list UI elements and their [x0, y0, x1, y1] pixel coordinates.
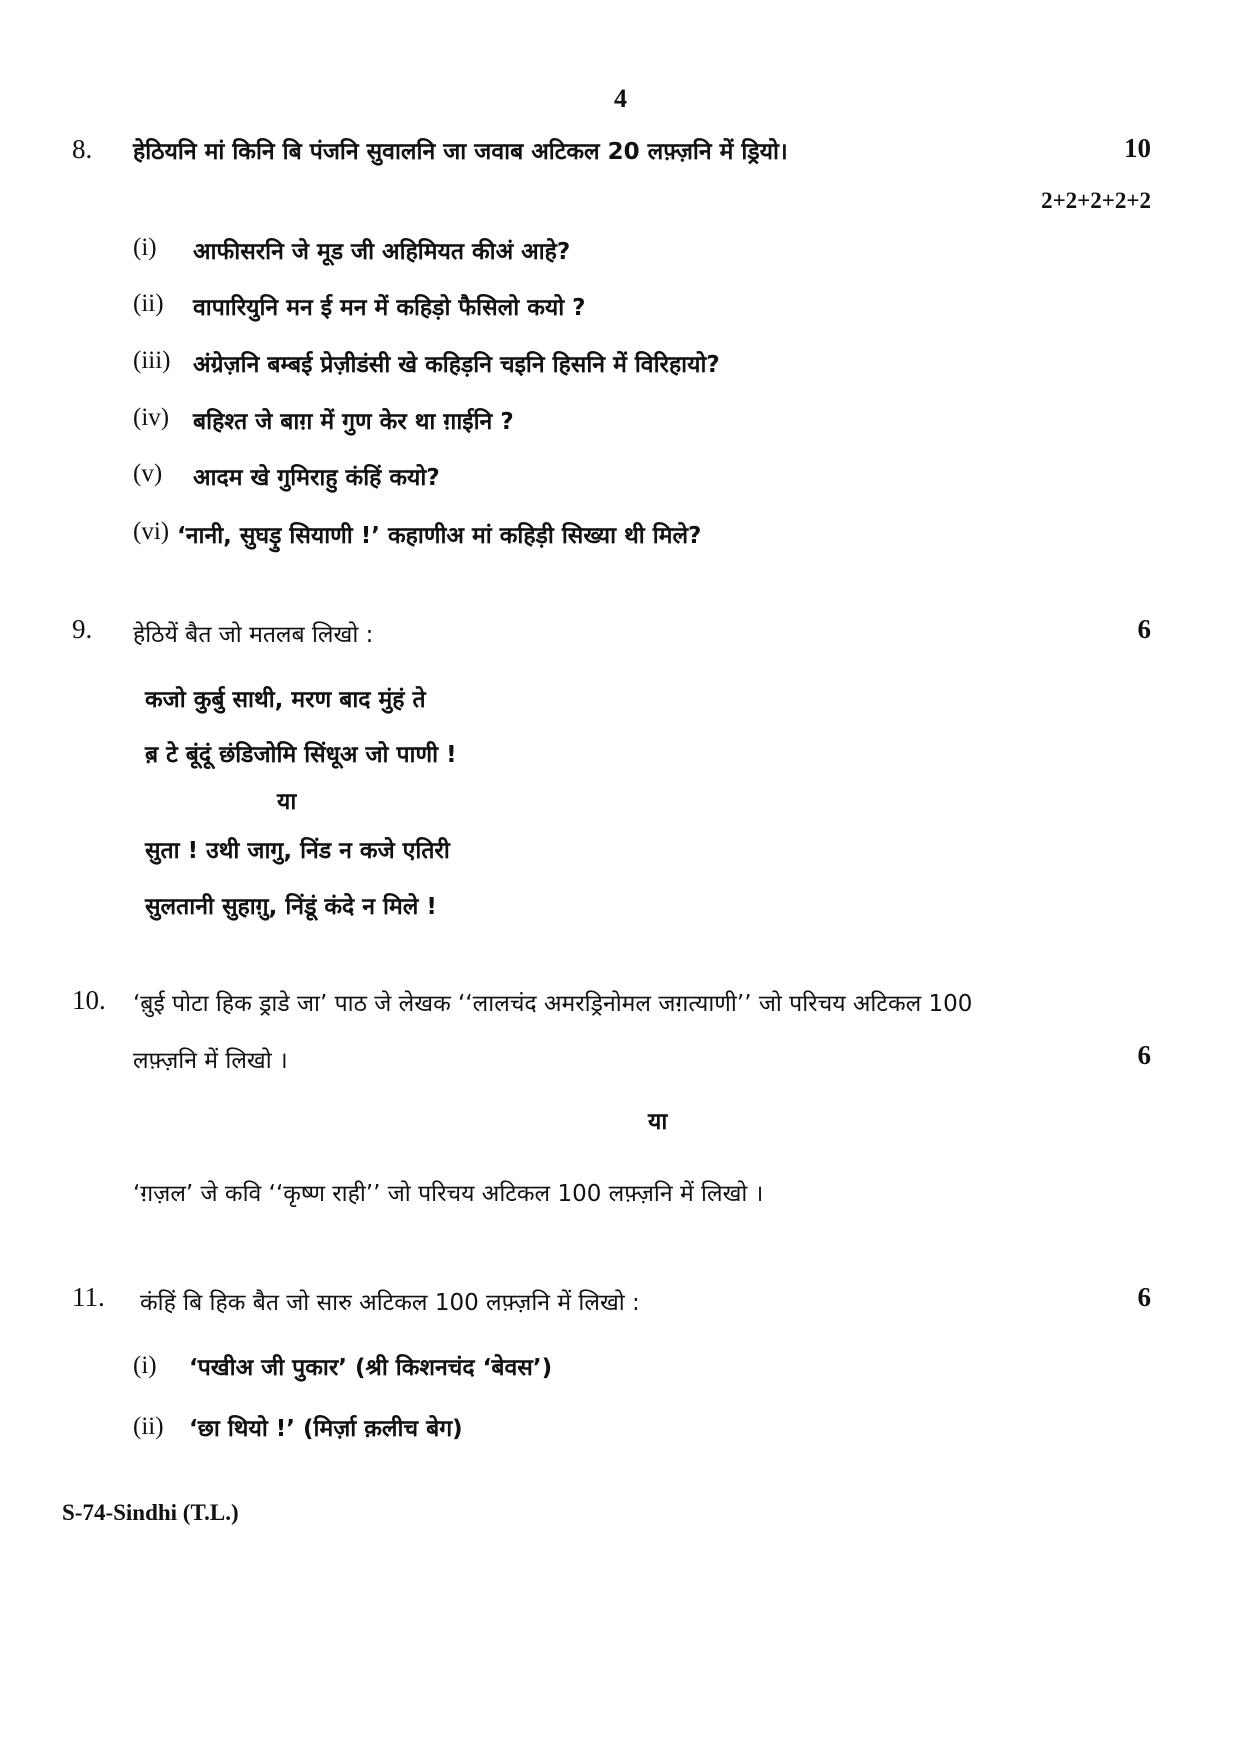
subquestion-text: अंग्रेज़नि बम्बई प्रेज़ीडंसी खे कहिड़नि चइनि हिसनि में विरिहायो?	[193, 352, 720, 378]
option-label: (i)	[133, 1352, 157, 1379]
verse-line: सुलतानी सुहाग़ु, निंडूं कंदे न मिले !	[145, 894, 437, 920]
subquestion-label: (iv)	[133, 404, 170, 431]
question-8-marks: 10	[1124, 133, 1151, 163]
subquestion-label: (iii)	[133, 347, 171, 374]
subquestion-label: (v)	[133, 460, 163, 487]
question-10-alternative: ‘ग़ज़ल’ जे कवि ‘‘कृष्ण राही’’ जो परिचय अटिकल 100 लफ़्ज़नि में लिखो ।	[133, 1181, 764, 1207]
question-11-text: कंहिं बि हिक बैत जो सारु अटिकल 100 लफ़्ज़नि में लिखो :	[140, 1290, 640, 1316]
question-11-number: 11.	[72, 1282, 105, 1312]
question-8-marks-breakdown: 2+2+2+2+2	[1041, 188, 1151, 213]
question-10-marks: 6	[1137, 1040, 1151, 1070]
verse-line: ब़ टे बूंदूं छंडिजोमि सिंधूअ जो पाणी !	[145, 742, 457, 768]
paper-code: S-74-Sindhi (T.L.)	[62, 1500, 239, 1525]
question-11-marks: 6	[1137, 1282, 1151, 1312]
subquestion-text: वापारियुनि मन ई मन में कहिड़ो फैसिलो कयो ?	[193, 295, 586, 321]
question-10-number: 10.	[72, 985, 106, 1015]
question-8-number: 8.	[72, 134, 93, 164]
question-10-text-line1: ‘ब़ुई पोटा हिक ड्राडे जा’ पाठ जे लेखक ‘‘लालचंद अमरड्रिनोमल जग़त्याणी’’ जो परिचय अटिकल 100	[133, 991, 973, 1017]
question-9-number: 9.	[72, 614, 93, 644]
question-9-text: हेठियें बैत जो मतलब लिखो :	[133, 622, 374, 648]
subquestion-label: (i)	[133, 234, 157, 261]
page-number: 4	[614, 84, 627, 113]
option-text: ‘छा थियो !’ (मिर्ज़ा क़लीच बेग)	[189, 1416, 463, 1442]
verse-line: सुता ! उथी जागु, निंड न कजे एतिरी	[145, 838, 450, 864]
question-8-text: हेठियनि मां किनि बि पंजनि सुवालनि जा जवाब अटिकल 20 लफ़्ज़नि में ड्रियो।	[133, 139, 788, 165]
subquestion-label: (vi)	[133, 518, 170, 545]
subquestion-text: आदम खे गुमिराहु कंहिं कयो?	[193, 465, 440, 491]
question-9-marks: 6	[1137, 614, 1151, 644]
subquestion-text: ‘नानी, सुघड़ु सियाणी !’ कहाणीअ मां कहिड़ी सिख्या थी मिले?	[177, 523, 702, 549]
subquestion-text: बहिश्त जे बाग़ में गुण केर था ग़ाईनि ?	[193, 409, 514, 435]
option-label: (ii)	[133, 1413, 164, 1440]
question-10-text-line2: लफ़्ज़नि में लिखो ।	[133, 1048, 288, 1074]
verse-line: कजो कुर्बु साथी, मरण बाद मुंहं ते	[145, 687, 426, 713]
subquestion-label: (ii)	[133, 290, 164, 317]
question-9-or: या	[277, 789, 297, 815]
subquestion-text: आफीसरनि जे मूड जी अहिमियत कीअं आहे?	[193, 239, 571, 265]
question-10-or: या	[648, 1109, 668, 1135]
option-text: ‘पखीअ जी पुकार’ (श्री किशनचंद ‘बेवस’)	[189, 1355, 553, 1381]
